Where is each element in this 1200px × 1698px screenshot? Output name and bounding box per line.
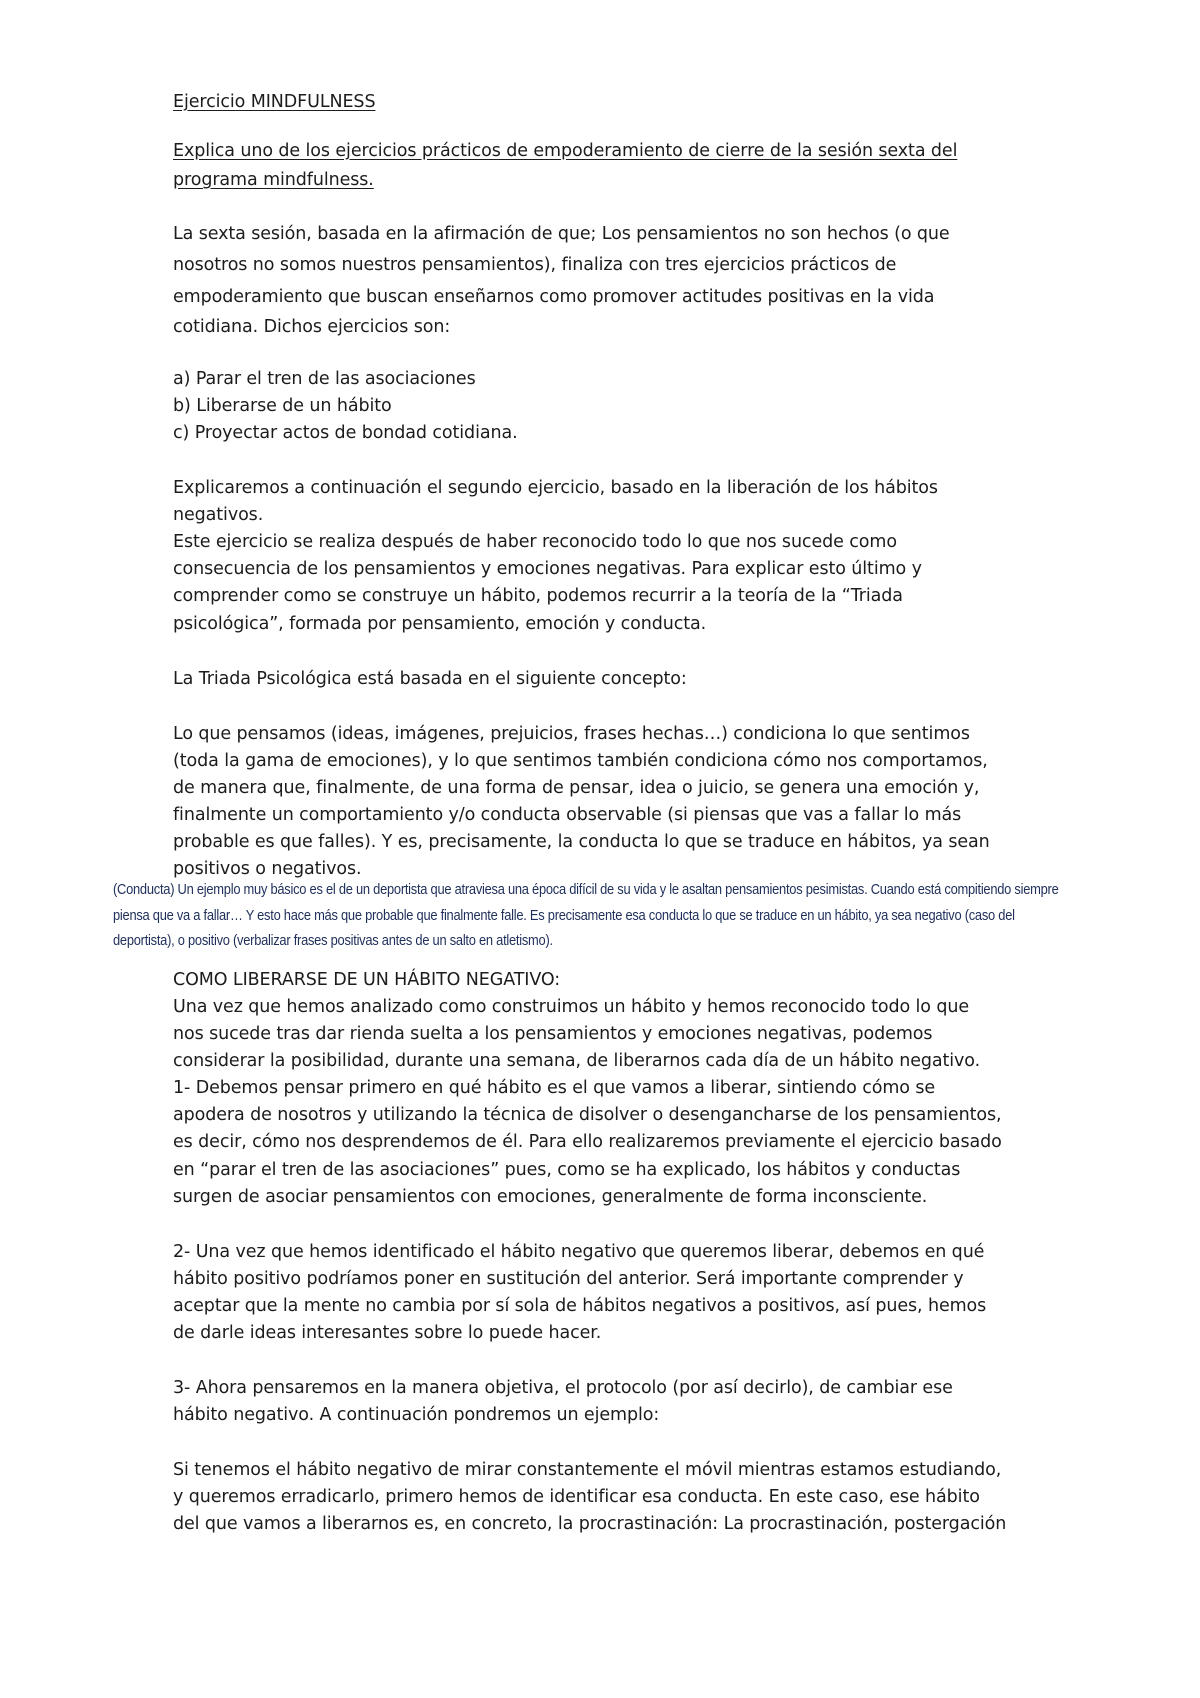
step1-line: surgen de asociar pensamientos con emociones, generalmente de forma inconsciente. <box>173 1187 928 1207</box>
intro-line: empoderamiento que buscan enseñarnos como promover actitudes positivas en la vida <box>173 287 935 307</box>
exercise-item: c) Proyectar actos de bondad cotidiana. <box>173 423 518 443</box>
explanation-line: Este ejercicio se realiza después de haber reconocido todo lo que nos sucede como <box>173 532 897 552</box>
intro-line: cotidiana. Dichos ejercicios son: <box>173 317 451 337</box>
explanation-line: consecuencia de los pensamientos y emociones negativas. Para explicar esto último y <box>173 559 922 579</box>
step1-line: en “parar el tren de las asociaciones” pues, como se ha explicado, los hábitos y conductas <box>173 1160 961 1180</box>
note-line: piensa que va a fallar… Y esto hace más que probable que finalmente falle. Es precisamente esa conducta lo que se traduce en un hábito, ya sea negativo (caso del <box>113 907 1015 924</box>
exercise-item: b) Liberarse de un hábito <box>173 396 392 416</box>
example-line: y queremos erradicarlo, primero hemos de identificar esa conducta. En este caso, ese hábito <box>173 1487 980 1507</box>
step1-line: apodera de nosotros y utilizando la técnica de disolver o desengancharse de los pensamientos, <box>173 1105 1002 1125</box>
example-line: del que vamos a liberarnos es, en concreto, la procrastinación: La procrastinación, postergación <box>173 1514 1007 1534</box>
triada-concept-line: Lo que pensamos (ideas, imágenes, prejuicios, frases hechas…) condiciona lo que sentimos <box>173 724 970 744</box>
step3-line: 3- Ahora pensaremos en la manera objetiva, el protocolo (por así decirlo), de cambiar ese <box>173 1378 953 1398</box>
section-heading: COMO LIBERARSE DE UN HÁBITO NEGATIVO: <box>173 970 561 990</box>
step2-line: 2- Una vez que hemos identificado el hábito negativo que queremos liberar, debemos en qué <box>173 1242 985 1262</box>
triada-concept-line: positivos o negativos. <box>173 859 362 879</box>
triada-concept-line: de manera que, finalmente, de una forma de pensar, idea o juicio, se genera una emoción y, <box>173 778 980 798</box>
step1-line: es decir, cómo nos desprendemos de él. Para ello realizaremos previamente el ejercicio basado <box>173 1132 1002 1152</box>
triada-concept-line: finalmente un comportamiento y/o conducta observable (si piensas que vas a fallar lo más <box>173 805 962 825</box>
triada-intro: La Triada Psicológica está basada en el siguiente concepto: <box>173 669 687 689</box>
step2-line: de darle ideas interesantes sobre lo puede hacer. <box>173 1323 602 1343</box>
step3-line: hábito negativo. A continuación pondremos un ejemplo: <box>173 1405 660 1425</box>
section-intro-line: considerar la posibilidad, durante una semana, de liberarnos cada día de un hábito negativo. <box>173 1051 981 1071</box>
step2-line: hábito positivo podríamos poner en sustitución del anterior. Será importante comprender y <box>173 1269 964 1289</box>
triada-concept-line: (toda la gama de emociones), y lo que sentimos también condiciona cómo nos comportamos, <box>173 751 988 771</box>
explanation-line: psicológica”, formada por pensamiento, emoción y conducta. <box>173 614 707 634</box>
question-line: Explica uno de los ejercicios prácticos de empoderamiento de cierre de la sesión sexta del <box>173 141 958 161</box>
example-line: Si tenemos el hábito negativo de mirar constantemente el móvil mientras estamos estudiando, <box>173 1460 1002 1480</box>
section-intro-line: Una vez que hemos analizado como construimos un hábito y hemos reconocido todo lo que <box>173 997 970 1017</box>
triada-concept-line: probable es que falles). Y es, precisamente, la conducta lo que se traduce en hábitos, ya sean <box>173 832 990 852</box>
explanation-line: comprender como se construye un hábito, podemos recurrir a la teoría de la “Triada <box>173 586 903 606</box>
question-line: programa mindfulness. <box>173 170 374 190</box>
explanation-line: Explicaremos a continuación el segundo ejercicio, basado en la liberación de los hábitos <box>173 478 938 498</box>
document-title: Ejercicio MINDFULNESS <box>173 92 376 112</box>
step1-line: 1- Debemos pensar primero en qué hábito es el que vamos a liberar, sintiendo cómo se <box>173 1078 936 1098</box>
step2-line: aceptar que la mente no cambia por sí sola de hábitos negativos a positivos, así pues, hemos <box>173 1296 987 1316</box>
exercise-item: a) Parar el tren de las asociaciones <box>173 369 476 389</box>
explanation-line: negativos. <box>173 505 264 525</box>
intro-line: La sexta sesión, basada en la afirmación de que; Los pensamientos no son hechos (o que <box>173 224 950 244</box>
intro-line: nosotros no somos nuestros pensamientos), finaliza con tres ejercicios prácticos de <box>173 255 897 275</box>
note-line: deportista), o positivo (verbalizar frases positivas antes de un salto en atletismo). <box>113 932 553 949</box>
section-intro-line: nos sucede tras dar rienda suelta a los pensamientos y emociones negativas, podemos <box>173 1024 933 1044</box>
note-line: (Conducta) Un ejemplo muy básico es el de un deportista que atraviesa una época difícil de su vida y le asaltan pensamientos pesimistas. Cuando está compitiendo siempre <box>113 881 1059 898</box>
